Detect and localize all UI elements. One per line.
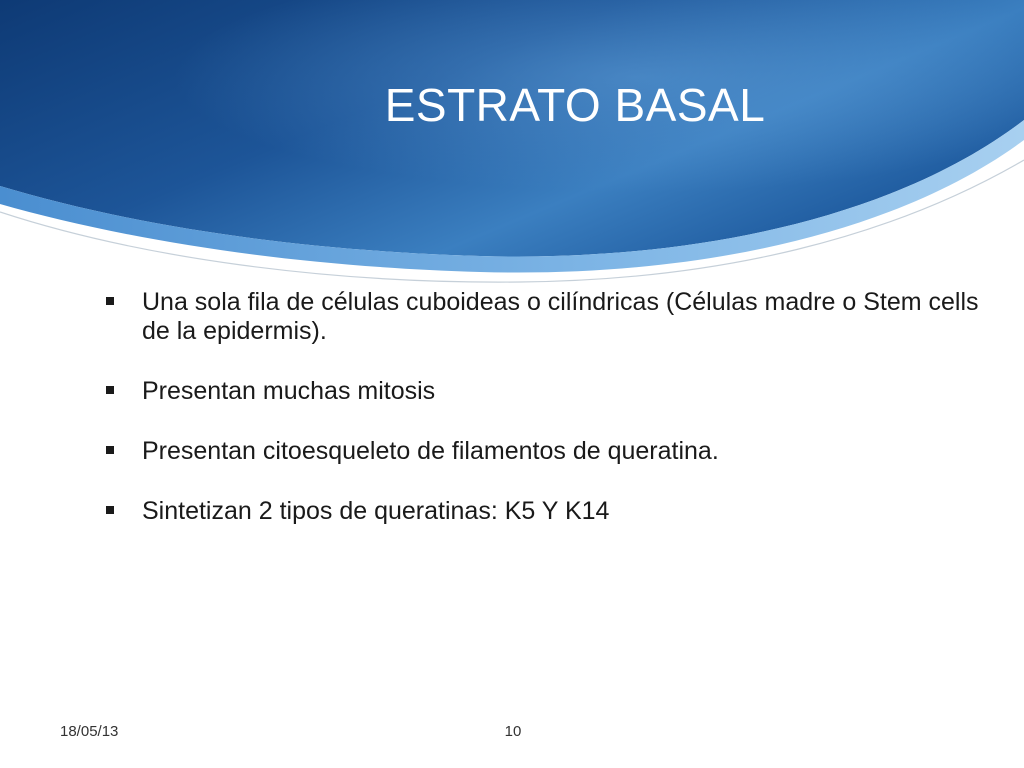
bullet-item [100,377,990,406]
bullet-text: Presentan muchas mitosis [142,377,436,405]
header-banner [0,0,1024,300]
footer-date: 18/05/13 [60,723,119,740]
square-bullet-icon [106,506,114,514]
bullet-item [100,288,990,346]
bullet-list [100,288,990,557]
bullet-text: Sintetizan 2 tipos de queratinas: K5 Y K14 [142,497,610,525]
page-number: 10 [504,723,522,740]
square-bullet-icon [106,446,114,454]
bullet-item [100,437,990,466]
bullet-text: Una sola fila de células cuboideas o cilíndricas (Células madre o Stem cells de la epidermis). [142,288,979,345]
bullet-text: Presentan citoesqueleto de filamentos de queratina. [142,437,719,465]
square-bullet-icon [106,297,114,305]
square-bullet-icon [106,386,114,394]
bullet-item [100,497,990,526]
slide-title: ESTRATO BASAL [384,79,766,131]
